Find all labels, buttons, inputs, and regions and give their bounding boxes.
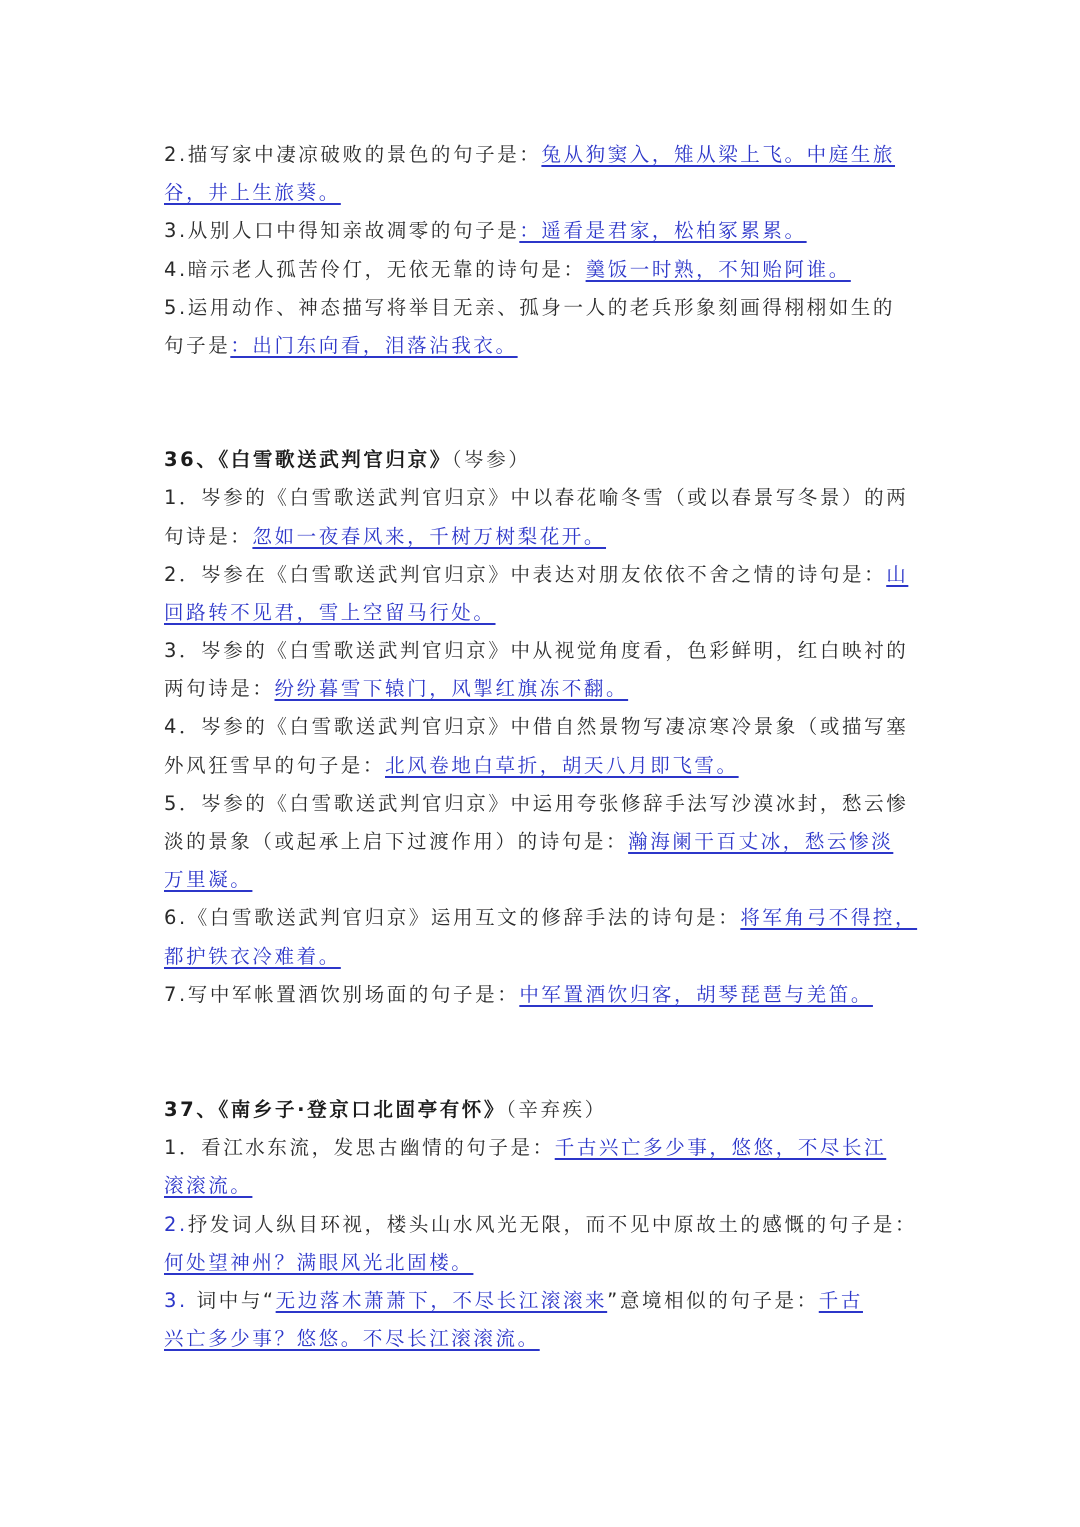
question-36-1 <box>164 479 924 517</box>
question-37-3 <box>164 1282 924 1320</box>
answer-text: 将军角弓不得控， <box>740 906 918 930</box>
answer-text: 都护铁衣冷难着。 <box>164 944 341 968</box>
question-number: 2. <box>164 1212 188 1236</box>
answer-text: 兴亡多少事？悠悠。不尽长江滚滚流。 <box>164 1327 540 1351</box>
question-37-1-cont <box>164 1167 924 1205</box>
question-36-7 <box>164 976 924 1014</box>
question-36-1-cont <box>164 518 924 556</box>
question-36-5-cont <box>164 823 924 861</box>
answer-text: 北风卷地白草折，胡天八月即飞雪。 <box>385 753 739 777</box>
answer-text: 纷纷暮雪下辕门，风掣红旗冻不翻。 <box>274 677 629 701</box>
section-number: 37、 <box>164 1097 219 1121</box>
document-page <box>164 136 924 1358</box>
question-36-5-cont2 <box>164 861 924 899</box>
question-text: 1．岑参的《白雪歌送武判官归京》中以春花喻冬雪（或以春景写冬景）的两 <box>164 486 909 510</box>
question-text: 3．岑参的《白雪歌送武判官归京》中从视觉角度看，色彩鲜明，红白映衬的 <box>164 639 909 663</box>
question-text: 1．看江水东流，发思古幽情的句子是： <box>164 1136 555 1160</box>
section-35-questions <box>164 136 924 365</box>
question-text: 2．岑参在《白雪歌送武判官归京》中表达对朋友依依不舍之情的诗句是： <box>164 562 887 586</box>
question-text: 7.写中军帐置酒饮别场面的句子是： <box>164 982 520 1006</box>
question-35-5 <box>164 289 924 327</box>
answer-text: 回路转不见君，雪上空留马行处。 <box>164 600 496 624</box>
section-heading <box>164 441 924 479</box>
question-number: 3. <box>164 1288 188 1312</box>
question-35-5-cont <box>164 327 924 365</box>
question-36-2 <box>164 556 924 594</box>
answer-text: 滚滚流。 <box>164 1174 253 1198</box>
question-text: 句子是 <box>164 333 231 357</box>
question-37-3-cont <box>164 1320 924 1358</box>
question-text: 5.运用动作、神态描写将举目无亲、孤身一人的老兵形象刻画得栩栩如生的 <box>164 295 896 319</box>
question-36-4 <box>164 708 924 746</box>
poem-title: 《南乡子·登京口北固亭有怀》 <box>218 1097 506 1121</box>
question-36-2-cont <box>164 594 924 632</box>
question-text: 2.描写家中凄凉破败的景色的句子是： <box>164 143 542 166</box>
answer-text: 山 <box>886 562 909 586</box>
answer-text: 千古兴亡多少事，悠悠，不尽长江 <box>554 1136 887 1160</box>
question-text: 4.暗示老人孤苦伶仃，无依无靠的诗句是： <box>164 257 586 281</box>
answer-text: 千古 <box>818 1288 863 1312</box>
quoted-line: 无边落木萧萧下，不尽长江滚滚来 <box>275 1288 608 1312</box>
poem-title: 《白雪歌送武判官归京》 <box>218 448 452 472</box>
answer-text: 瀚海阑干百丈冰，愁云惨淡 <box>628 830 894 853</box>
question-37-2-cont <box>164 1244 924 1282</box>
question-text: 外风狂雪早的句子是： <box>164 753 386 777</box>
section-number: 36、 <box>164 448 219 472</box>
section-heading <box>164 1091 924 1129</box>
question-36-3 <box>164 632 924 670</box>
question-text: 抒发词人纵目环视，楼头山水风光无限，而不见中原故土的感慨的句子是： <box>187 1212 918 1236</box>
question-35-2-cont <box>164 174 924 212</box>
section-36 <box>164 441 924 1014</box>
poem-author: （岑参） <box>451 448 531 472</box>
question-35-4 <box>164 251 924 289</box>
question-text: 词中与“ <box>196 1288 276 1312</box>
question-text: 句诗是： <box>164 524 253 548</box>
answer-text: 羹饭一时熟，不知贻阿谁。 <box>585 257 851 281</box>
question-text: 3.从别人口中得知亲故凋零的句子是 <box>164 219 520 243</box>
question-text: 5．岑参的《白雪歌送武判官归京》中运用夸张修辞手法写沙漠冰封，愁云惨 <box>164 791 909 815</box>
question-text: ”意境相似的句子是： <box>607 1288 819 1312</box>
question-36-5 <box>164 785 924 823</box>
question-35-3 <box>164 212 924 250</box>
answer-text: 忽如一夜春风来，千树万树梨花开。 <box>252 524 607 548</box>
section-37 <box>164 1091 924 1358</box>
question-37-2 <box>164 1206 924 1244</box>
poem-author: （辛弃疾） <box>506 1097 607 1121</box>
answer-text: ：出门东向看，泪落沾我衣。 <box>230 333 518 357</box>
question-36-4-cont <box>164 747 924 785</box>
answer-text: 万里凝。 <box>164 868 253 892</box>
question-text: 4．岑参的《白雪歌送武判官归京》中借自然景物写凄凉寒冷景象（或描写塞 <box>164 715 909 739</box>
answer-text: 谷，井上生旅葵。 <box>164 181 341 205</box>
answer-text: 中军置酒饮归客，胡琴琵琶与羌笛。 <box>519 982 873 1006</box>
answer-text: ：遥看是君家，松柏冢累累。 <box>519 219 807 243</box>
question-36-3-cont <box>164 670 924 708</box>
question-36-6 <box>164 899 924 937</box>
question-35-2 <box>164 136 924 174</box>
answer-text: 兔从狗窦入，雉从梁上飞。中庭生旅 <box>541 143 896 166</box>
question-text: 6.《白雪歌送武判官归京》运用互文的修辞手法的诗句是： <box>164 906 741 930</box>
question-text: 淡的景象（或起承上启下过渡作用）的诗句是： <box>164 830 629 853</box>
answer-text: 何处望神州？满眼风光北固楼。 <box>164 1250 474 1274</box>
question-37-1 <box>164 1129 924 1167</box>
question-36-6-cont <box>164 938 924 976</box>
question-text: 两句诗是： <box>164 677 275 701</box>
